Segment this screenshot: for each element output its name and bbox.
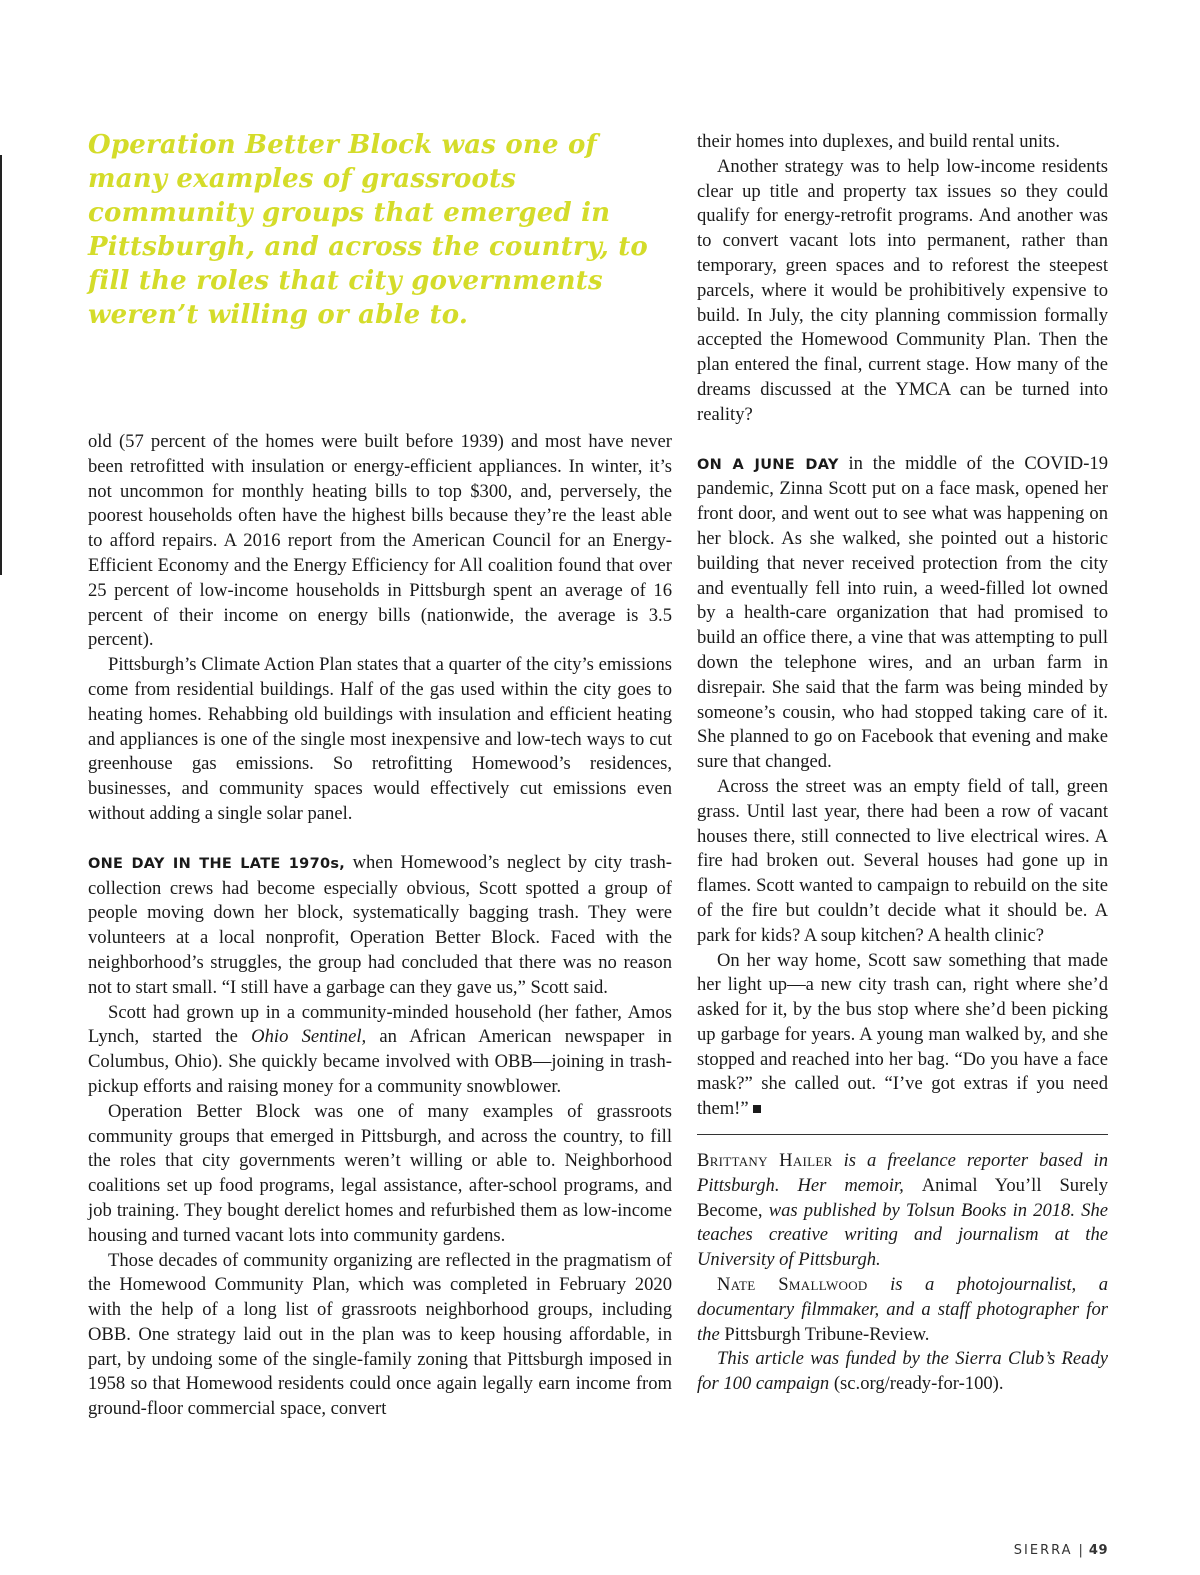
bio-divider bbox=[697, 1134, 1108, 1135]
funding-url: (sc.org/ready-for-100). bbox=[829, 1373, 1004, 1395]
book-title: Animal You’ll Surely Become, bbox=[697, 1174, 1109, 1221]
photographer-name: Nate Smallwood bbox=[717, 1274, 868, 1296]
paragraph: Pittsburgh’s Climate Action Plan states that a quarter of the city’s emissions come from residential buildings. Half of the gas used within the city goes to heating homes. Rehabbing old buildings with insulation and efficient heating and appliances is one of the single most inexpensive and low-tech ways to cut greenhouse gas emissions. So retrofitting Homewood’s residences, businesses, and community spaces would effectively cut emissions even without adding a single solar panel. bbox=[88, 654, 672, 824]
publication-name: Pittsburgh Tribune-Review. bbox=[724, 1323, 930, 1345]
paragraph: Those decades of community organizing are reflected in the pragmatism of the Homewood Community Plan, which was completed in February 2020 with the help of a long list of grassroots neighborhood groups, including OBB. One strategy laid out in the plan was to keep housing affordable, in part, by undoing some of the single-family zoning that Pittsburgh imposed in 1958 so that Homewood residents could once again legally earn income from ground-floor commercial space, convert bbox=[88, 1249, 672, 1420]
bio-text: is a freelance reporter based in Pittsburgh. Her memoir, bbox=[697, 1150, 1108, 1196]
paragraph bbox=[697, 949, 1108, 1123]
paragraph-text: in the middle of the COVID-19 pandemic, Zinna Scott put on a face mask, opened her front door, and went out to see what was happening on her block. As she walked, she pointed out a historic building that never received protection from the city and eventually fell into ruin, a weed-filled lot owned by a health-care organization that had promised to build an office there, a vine that was attempting to pull down the telephone wires, and an urban farm in disrepair. She said that the farm was being minded by someone’s cousin, who had stopped taking care of it. She planned to go on Facebook that evening and make sure that changed. bbox=[697, 452, 1109, 773]
paragraph-text: an African American newspaper in Columbus, Ohio). She quickly became involved with OBB—joining in trash-pickup efforts and raising money for a community snowblower. bbox=[88, 1026, 672, 1097]
bio-paragraph bbox=[697, 1273, 1108, 1347]
paragraph: Across the street was an empty field of tall, green grass. Until last year, there had been a row of vacant houses there, still connected to live electrical wires. A fire had broken out. Several houses had gone up in flames. Scott wanted to campaign to rebuild on the site of the fire but couldn’t decide what it should be. A park for kids? A soup kitchen? A health clinic? bbox=[697, 775, 1108, 946]
bio-text: is a photojournalist, a documentary filmmaker, and a staff photographer for the bbox=[697, 1274, 1109, 1345]
paragraph: their homes into duplexes, and build rental units. bbox=[697, 131, 1061, 152]
paragraph-section-start bbox=[697, 452, 1108, 775]
publication-title: Ohio Sentinel, bbox=[251, 1026, 367, 1048]
author-name: Brittany Hailer bbox=[697, 1150, 833, 1172]
funding-text: This article was funded by the Sierra Club’s Ready for 100 campaign bbox=[697, 1348, 1108, 1395]
page-edge-mark bbox=[0, 155, 2, 575]
paragraph-text: On her way home, Scott saw something that made her light up—a new city trash can, right where she’d asked for it, by the bus stop where she’d been picking up garbage for years. A young man walked by, and she stopped and reached into her bag. “Do you have a face mask?” she called out. “I’ve got extras if you need them!” bbox=[697, 949, 1108, 1120]
paragraph-text: when Homewood’s neglect by city trash-collection crews had become especially obvious, Scott spotted a group of people moving down her block, systematically bagging trash. They were volunteers at a local nonprofit, Operation Better Block. Faced with the neighborhood’s struggles, the group had concluded that there was no reason not to start small. “I still have a garbage can they gave us,” Scott said. bbox=[88, 851, 672, 998]
contributor-bios bbox=[697, 1149, 1108, 1397]
folio-separator: | bbox=[1078, 1543, 1083, 1558]
paragraph bbox=[88, 1001, 672, 1100]
section-lead-in: ON A JUNE DAY bbox=[697, 456, 839, 473]
bio-paragraph bbox=[697, 1149, 1108, 1273]
funding-note bbox=[697, 1347, 1108, 1397]
page-folio bbox=[1014, 1543, 1108, 1558]
pull-quote: Operation Better Block was one of many examples of grassroots community groups that emerged in Pittsburgh, and across the country, to fill the roles that city governments weren’t willing or able to. bbox=[88, 130, 648, 330]
paragraph: Another strategy was to help low-income residents clear up title and property tax issues so they could qualify for energy-retrofit programs. And another was to convert vacant lots into permanent, rather than temporary, green spaces and to reforest the steepest parcels, where it would be prohibitively expensive to build. In July, the city planning commission formally accepted the Homewood Community Plan. Then the plan entered the final, current stage. How many of the dreams discussed at the YMCA can be turned into reality? bbox=[697, 155, 1108, 425]
page-number: 49 bbox=[1088, 1543, 1108, 1558]
end-of-article-square-icon bbox=[753, 1105, 761, 1113]
paragraph-section-start bbox=[88, 851, 672, 1001]
article-column-right bbox=[697, 130, 1108, 1397]
bio-text: was published by Tolsun Books in 2018. She teaches creative writing and journalism at the University of Pittsburgh. bbox=[697, 1199, 1108, 1271]
magazine-name: SIERRA bbox=[1013, 1543, 1073, 1558]
paragraph: old (57 percent of the homes were built before 1939) and most have never been retrofitted with insulation or energy-efficient appliances. In winter, it’s not uncommon for monthly heating bills to top $300, and, perversely, the poorest households often have the highest bills because they’re the least able to afford repairs. A 2016 report from the American Council for an Energy-Efficient Economy and the Energy Efficiency for All coalition found that over 25 percent of low-income households in Pittsburgh spent an average of 16 percent of their income on energy bills (nationwide, the average is 3.5 percent). bbox=[88, 431, 672, 651]
paragraph-text: Scott had grown up in a community-minded household (her father, Amos Lynch, started the bbox=[88, 1001, 672, 1048]
paragraph: Operation Better Block was one of many examples of grassroots community groups that emerged in Pittsburgh, and across the country, to fill the roles that city governments weren’t willing or able to. Neighborhood coalitions set up food programs, legal assistance, after-school programs, and job training. They bought derelict homes and refurbished them as low-income housing and turned vacant lots into community gardens. bbox=[88, 1100, 672, 1246]
article-column-left bbox=[88, 430, 672, 1422]
section-lead-in: ONE DAY IN THE LATE 1970s, bbox=[88, 855, 346, 872]
